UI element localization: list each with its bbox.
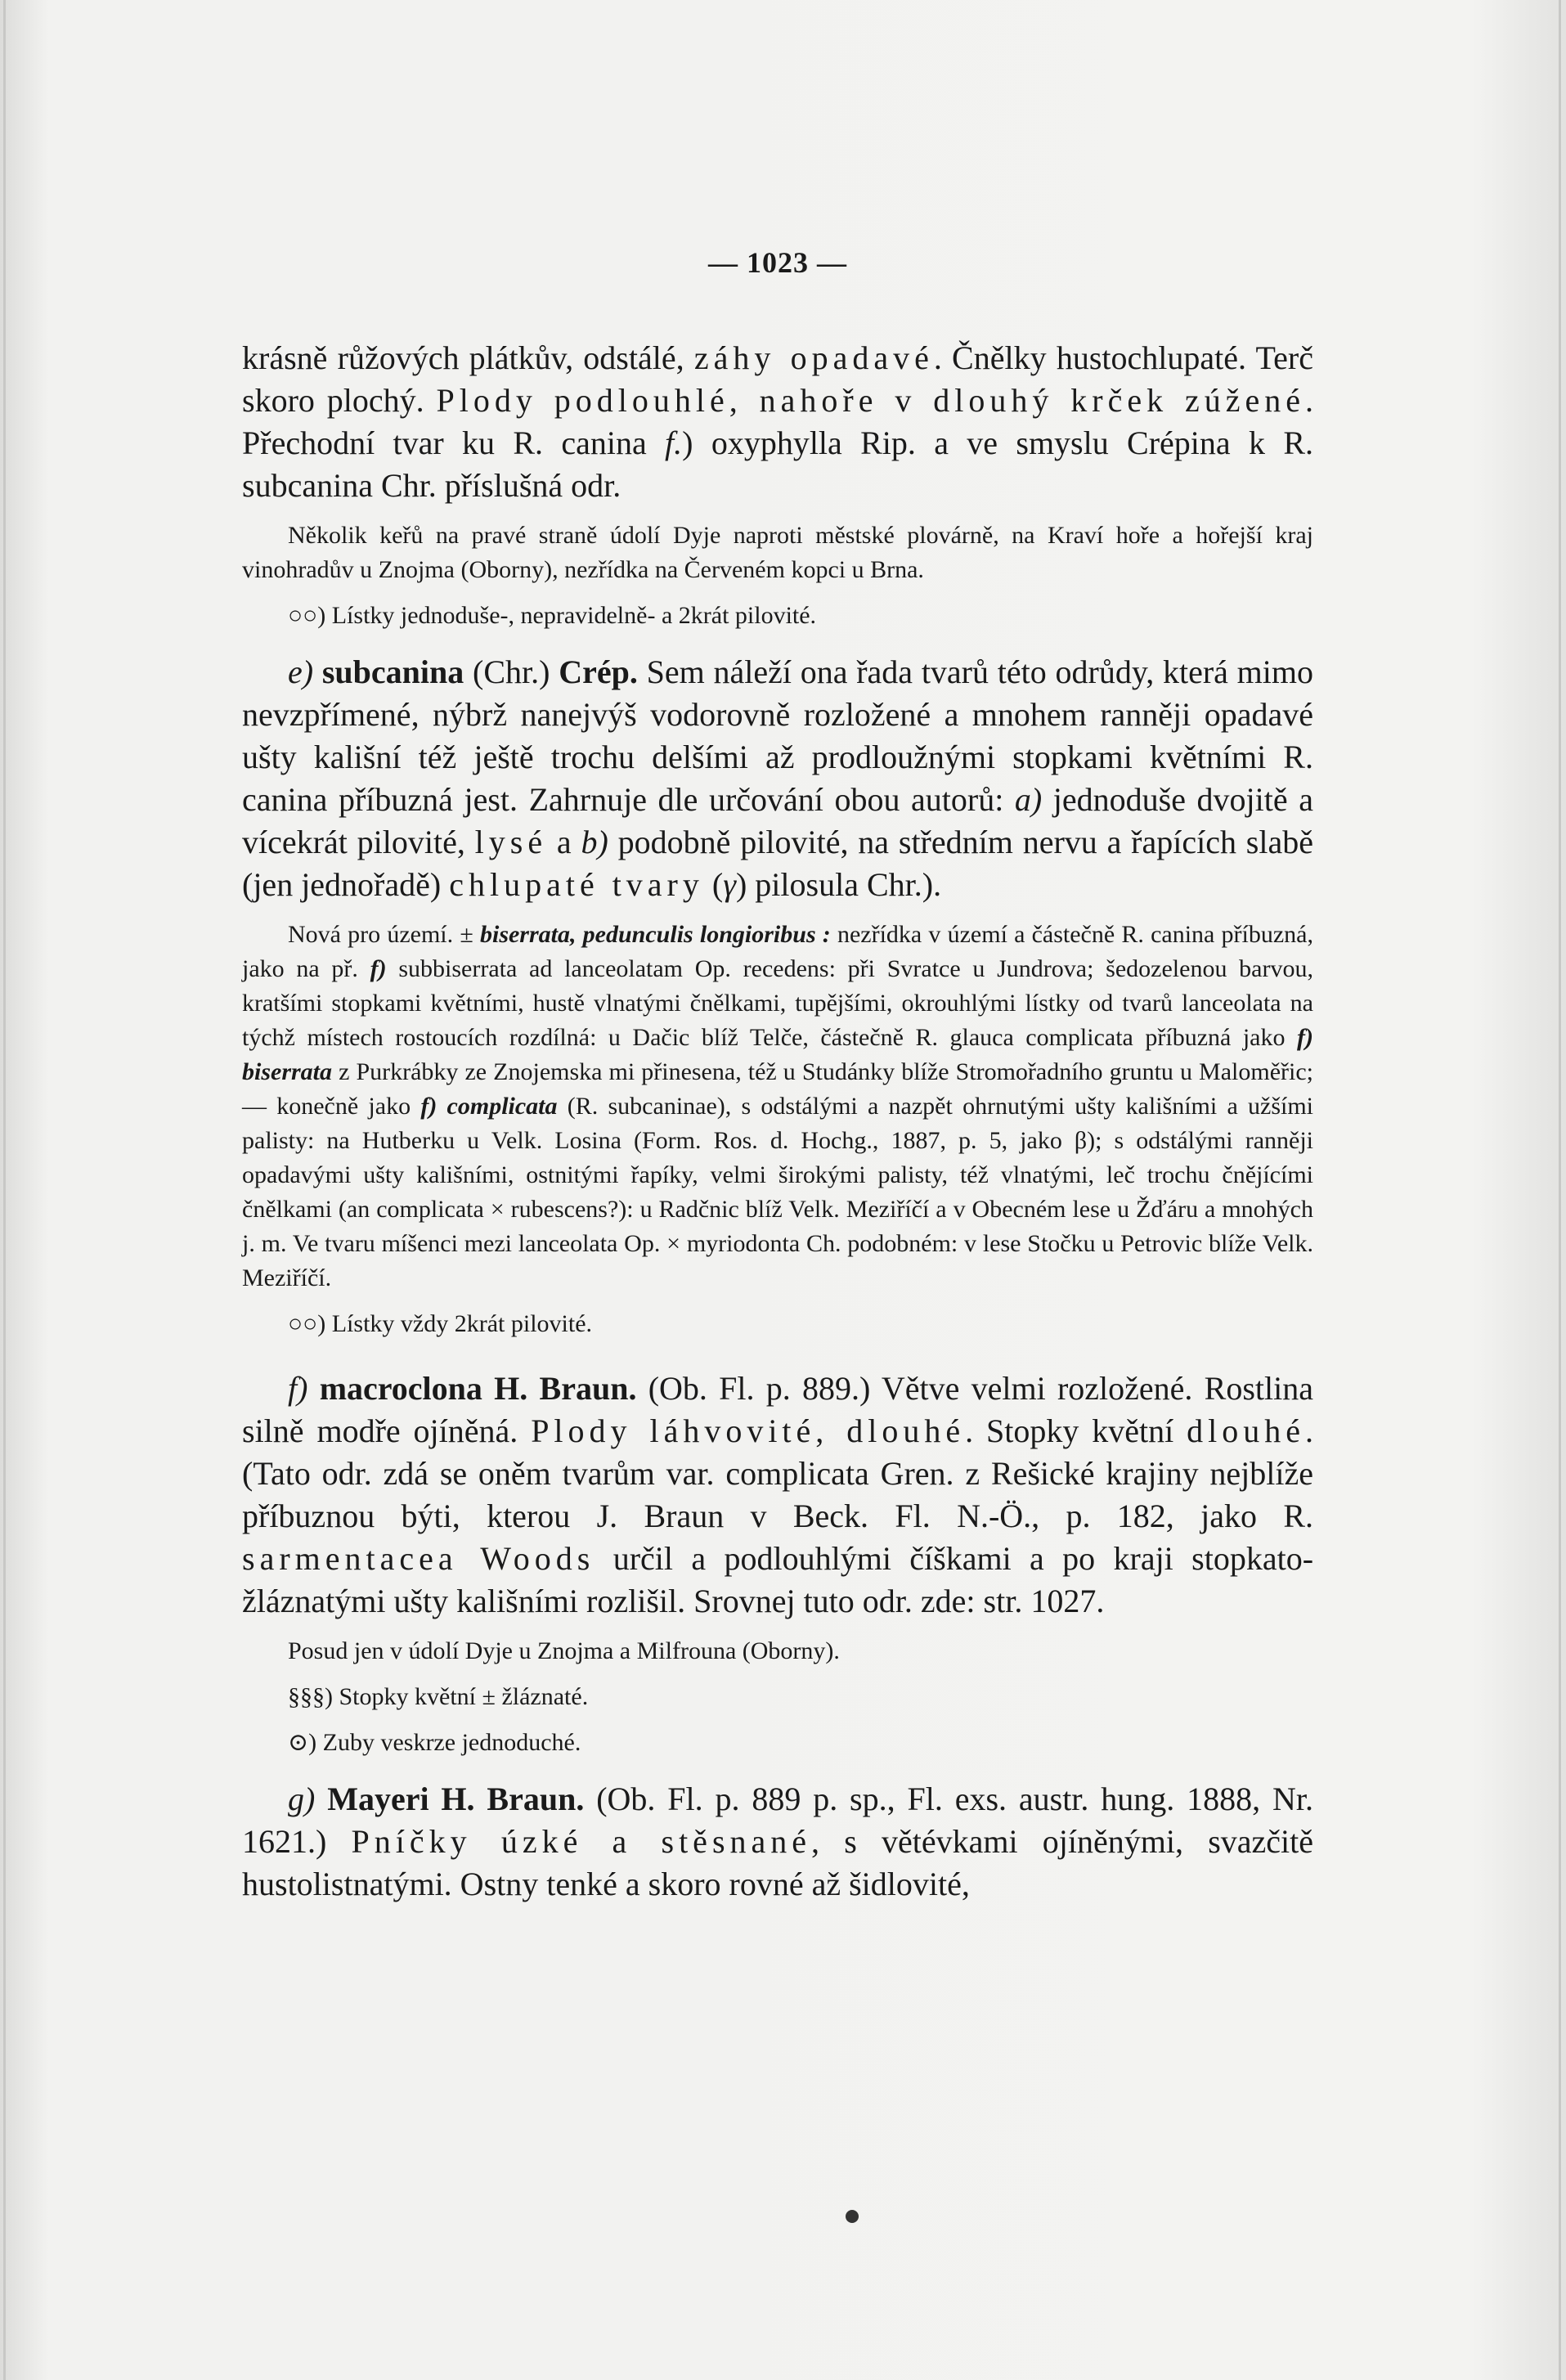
text-run: (Chr.) bbox=[464, 653, 559, 690]
text-run: jednoduše dvojitě a vícekrát pilovité, bbox=[242, 781, 1313, 860]
variety-name: subcanina bbox=[321, 653, 464, 690]
key-note-4: ⊙) Zuby veskrze jednoduché. bbox=[288, 1729, 581, 1756]
spaced-emphasis: Plody podlouhlé, nahoře v dlouhý krček zúžené bbox=[436, 382, 1305, 419]
text-run: . Přechodní tvar ku R. canina bbox=[242, 382, 1313, 461]
italic-label: f. bbox=[665, 424, 683, 461]
text-run: ( bbox=[703, 866, 724, 903]
variety-name: Mayeri H. Braun. bbox=[327, 1781, 585, 1817]
locality-note-1: Několik keřů na pravé straně údolí Dyje naproti městské plovárně, na Kraví hoře a hořejší kraj vinohradův u Znojma (Oborny), nezřídka na Červeném kopci u Brna. bbox=[242, 522, 1313, 583]
gutter-edge-left bbox=[3, 0, 6, 2380]
text-run: podobně pilovité, na středním nervu a řapících slabě (jen jednořadě) bbox=[242, 824, 1313, 903]
key-note-2: ○○) Lístky vždy 2krát pilovité. bbox=[288, 1310, 593, 1337]
italic-term: f) complicata bbox=[420, 1093, 558, 1120]
text-run: ) oxyphylla Rip. a ve smyslu Crépina k R. subcanina Chr. příslušná odr. bbox=[242, 424, 1314, 504]
italic-term: biserrata, pedunculis longioribus : bbox=[479, 921, 831, 948]
spaced-emphasis: lysé bbox=[474, 824, 548, 860]
paragraph-f-macroclona bbox=[242, 1367, 1313, 1623]
paragraph-d-continuation bbox=[242, 337, 1313, 507]
spaced-emphasis: Pníčky úzké a stěsnané bbox=[351, 1823, 812, 1860]
text-run: . Čnělky hustochlupaté. Terč skoro plochý. bbox=[242, 339, 1313, 419]
italic-term: f) biserrata bbox=[242, 1024, 1313, 1085]
text-run: ) pilosula Chr.). bbox=[735, 866, 942, 903]
paragraph-e-subcanina bbox=[242, 651, 1313, 906]
text-run: subbiserrata ad lanceolatam Op. recedens: při Svratce u Jundrova; šedozelenou barvou, kratšími stopkami květními, hustě vlnatými čnělkami, tupějšími, okrouhlými lístky od tvarů lanceolata na týchž místech rostoucích rozdílná: u Dačic blíž Telče, částečně R. glauca complicata příbuzná jako bbox=[242, 955, 1313, 1051]
text-run: (R. subcaninae), s odstálými a nazpět ohrnutými ušty kališními a užšími palisty: na Hutberku u Velk. Losina (Form. Ros. d. Hochg., 1887, p. 5, jako β); s odstálými ranněji opadavými ušty kališními, ostnitými řapíky, velmi širokými palisty, též vlnatými, leč trochu čnějícími čnělkami (an complicata × rubescens?): u Radčnic blíž Velk. Meziříčí a v Obecném lese u Žďáru a mnohých j. m. Ve tvaru míšenci mezi lanceolata Op. × myriodonta Ch. podobném: v lese Stočku u Petrovic blíže Velk. Meziříčí. bbox=[242, 1093, 1314, 1291]
italic-label: f) bbox=[370, 955, 387, 982]
text-run: krásně růžových plátkův, odstálé, bbox=[242, 339, 694, 376]
spaced-emphasis: Plody láhvovité, dlouhé bbox=[531, 1412, 966, 1449]
ink-spot bbox=[846, 2210, 859, 2223]
paragraph-g-mayeri bbox=[242, 1778, 1313, 1906]
text-run: (Ob. Fl. p. 889 p. sp., Fl. exs. austr. hung. 1888, Nr. 1621.) bbox=[242, 1781, 1313, 1860]
gutter-edge-right bbox=[1559, 0, 1561, 2380]
variety-label: g) bbox=[288, 1781, 316, 1817]
text-run: a bbox=[547, 824, 581, 860]
locality-note-3: Posud jen v údolí Dyje u Znojma a Milfrouna (Oborny). bbox=[288, 1637, 840, 1664]
text-run: . (Tato odr. zdá se oněm tvarům var. complicata Gren. z Rešické krajiny nejblíže příbuznou býti, kterou J. Braun v Beck. Fl. N.-Ö., p. 182, jako R. bbox=[242, 1412, 1314, 1534]
page-content bbox=[242, 245, 1313, 1906]
variety-name: macroclona H. Braun. bbox=[319, 1370, 637, 1407]
key-note-1: ○○) Lístky jednoduše-, nepravidelně- a 2krát pilovité. bbox=[288, 602, 817, 629]
spaced-emphasis: chlupaté tvary bbox=[449, 866, 704, 903]
variety-label: f) bbox=[288, 1370, 308, 1407]
locality-note-2 bbox=[242, 918, 1313, 1296]
key-note-3: §§§) Stopky květní ± žláznaté. bbox=[288, 1683, 589, 1710]
italic-label: b) bbox=[581, 824, 608, 860]
spaced-emphasis: dlouhé bbox=[1187, 1412, 1306, 1449]
italic-label: a) bbox=[1014, 781, 1043, 818]
variety-label: e) bbox=[288, 653, 314, 690]
spaced-emphasis: záhy opadavé bbox=[693, 339, 934, 376]
text-run: Sem náleží ona řada tvarů této odrůdy, která mimo nevzpřímené, nýbrž nanejvýš vodorovně rozložené a mnohem ranněji opadavé ušty kališní též ještě trochu delšími až prodloužnými stopkami květními R. canina příbuzná jest. Zahrnuje dle určování obou autorů: bbox=[242, 653, 1314, 818]
text-run: (Ob. Fl. p. 889.) Větve velmi rozložené. Rostlina silně modře ojíněná. bbox=[242, 1370, 1313, 1449]
italic-label: γ bbox=[723, 866, 736, 903]
text-run: určil a podlouhlými číškami a po kraji stopkato-žláznatými ušty kališními rozlišil. Srovnej tuto odr. zde: str. 1027. bbox=[242, 1540, 1314, 1619]
page-number: — 1023 — bbox=[708, 246, 847, 279]
author-name: Crép. bbox=[559, 653, 638, 690]
spaced-emphasis: sarmentacea Woods bbox=[242, 1540, 595, 1577]
text-run: nezřídka v území a částečně R. canina příbuzná, jako na př. bbox=[242, 921, 1313, 982]
text-run: , s větévkami ojíněnými, svazčitě hustolistnatými. Ostny tenké a skoro rovné až šidlovité, bbox=[242, 1823, 1313, 1902]
text-run: . Stopky květní bbox=[965, 1412, 1187, 1449]
text-run: z Purkrábky ze Znojemska mi přinesena, též u Studánky blíže Stromořadního gruntu u Maloměřic; — konečně jako bbox=[242, 1058, 1313, 1120]
text-run: Nová pro území. ± bbox=[288, 921, 480, 948]
